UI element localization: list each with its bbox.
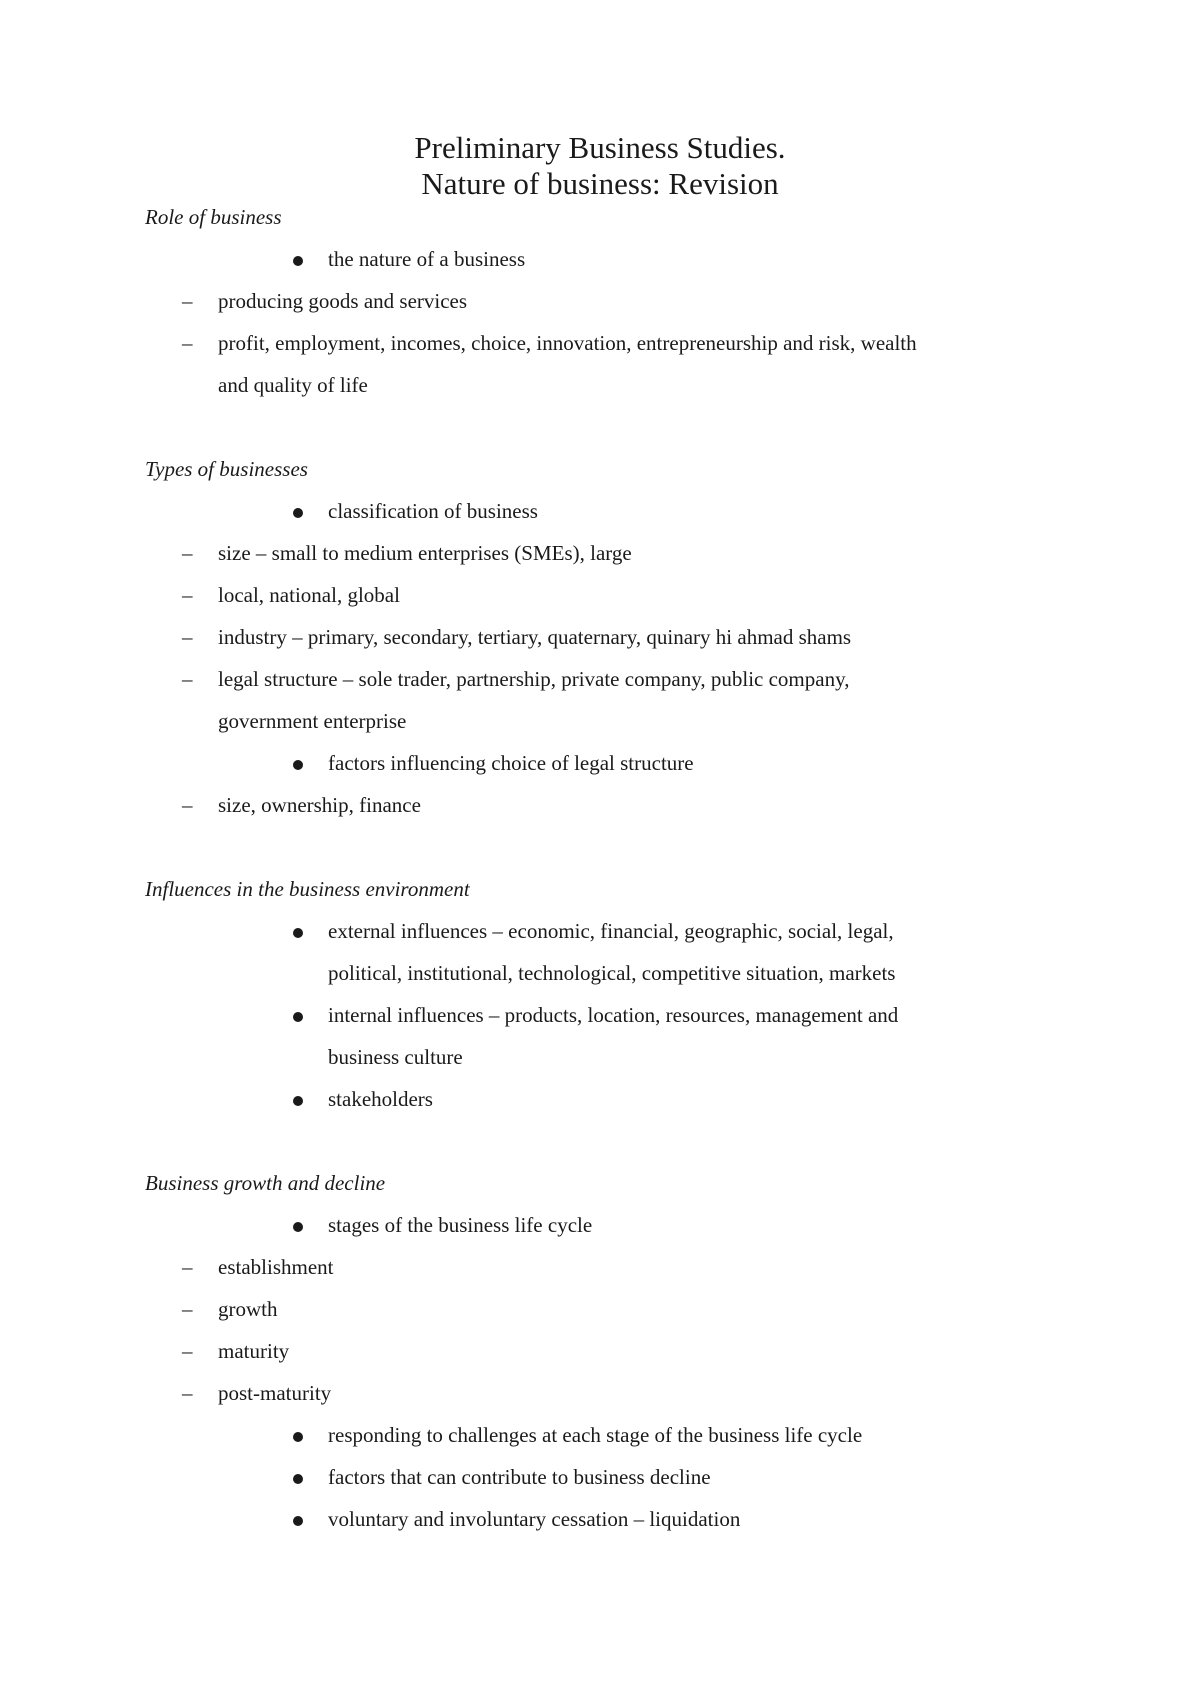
dash-marker: – xyxy=(182,583,193,607)
bullet-icon xyxy=(293,1096,303,1106)
bullet-icon xyxy=(293,1474,303,1484)
dash-item: size, ownership, finance xyxy=(218,793,421,817)
bullet-icon xyxy=(293,256,303,266)
section-heading-types-of-businesses: Types of businesses xyxy=(145,457,308,481)
dash-marker: – xyxy=(182,1297,193,1321)
dash-marker: – xyxy=(182,667,193,691)
dash-item: size – small to medium enterprises (SMEs), large xyxy=(218,541,632,565)
document-title-line-2: Nature of business: Revision xyxy=(421,166,779,201)
dash-item-continuation: government enterprise xyxy=(218,709,407,733)
dash-item: legal structure – sole trader, partnership, private company, public company, xyxy=(218,667,850,691)
dash-item: post-maturity xyxy=(218,1381,332,1405)
bullet-item: classification of business xyxy=(328,499,538,523)
bullet-item: voluntary and involuntary cessation – liquidation xyxy=(328,1507,741,1531)
document-title-line-1: Preliminary Business Studies. xyxy=(414,130,786,165)
dash-item: establishment xyxy=(218,1255,334,1279)
bullet-item-continuation: business culture xyxy=(328,1045,463,1069)
bullet-item: stakeholders xyxy=(328,1087,433,1111)
bullet-item: external influences – economic, financial, geographic, social, legal, xyxy=(328,919,894,943)
bullet-icon xyxy=(293,508,303,518)
dash-item: producing goods and services xyxy=(218,289,468,313)
dash-marker: – xyxy=(182,289,193,313)
bullet-icon xyxy=(293,1432,303,1442)
bullet-icon xyxy=(293,1516,303,1526)
section-heading-growth-and-decline: Business growth and decline xyxy=(145,1171,386,1195)
dash-item-continuation: and quality of life xyxy=(218,373,368,397)
bullet-item: factors influencing choice of legal structure xyxy=(328,751,694,775)
bullet-item: factors that can contribute to business decline xyxy=(328,1465,711,1489)
dash-marker: – xyxy=(182,793,193,817)
dash-item: profit, employment, incomes, choice, innovation, entrepreneurship and risk, wealth xyxy=(218,331,917,355)
bullet-icon xyxy=(293,1222,303,1232)
dash-marker: – xyxy=(182,1339,193,1363)
dash-item: maturity xyxy=(218,1339,290,1363)
bullet-icon xyxy=(293,928,303,938)
section-heading-influences: Influences in the business environment xyxy=(145,877,470,901)
bullet-item-continuation: political, institutional, technological, competitive situation, markets xyxy=(328,961,896,985)
dash-marker: – xyxy=(182,331,193,355)
bullet-icon xyxy=(293,1012,303,1022)
bullet-item: the nature of a business xyxy=(328,247,526,271)
dash-item: local, national, global xyxy=(218,583,400,607)
bullet-item: internal influences – products, location, resources, management and xyxy=(328,1003,899,1027)
section-heading-role-of-business: Role of business xyxy=(145,205,282,229)
bullet-item: responding to challenges at each stage of the business life cycle xyxy=(328,1423,863,1447)
dash-item: industry – primary, secondary, tertiary, quaternary, quinary hi ahmad shams xyxy=(218,625,852,649)
dash-marker: – xyxy=(182,625,193,649)
dash-marker: – xyxy=(182,541,193,565)
bullet-icon xyxy=(293,760,303,770)
dash-marker: – xyxy=(182,1255,193,1279)
dash-marker: – xyxy=(182,1381,193,1405)
dash-item: growth xyxy=(218,1297,278,1321)
bullet-item: stages of the business life cycle xyxy=(328,1213,593,1237)
